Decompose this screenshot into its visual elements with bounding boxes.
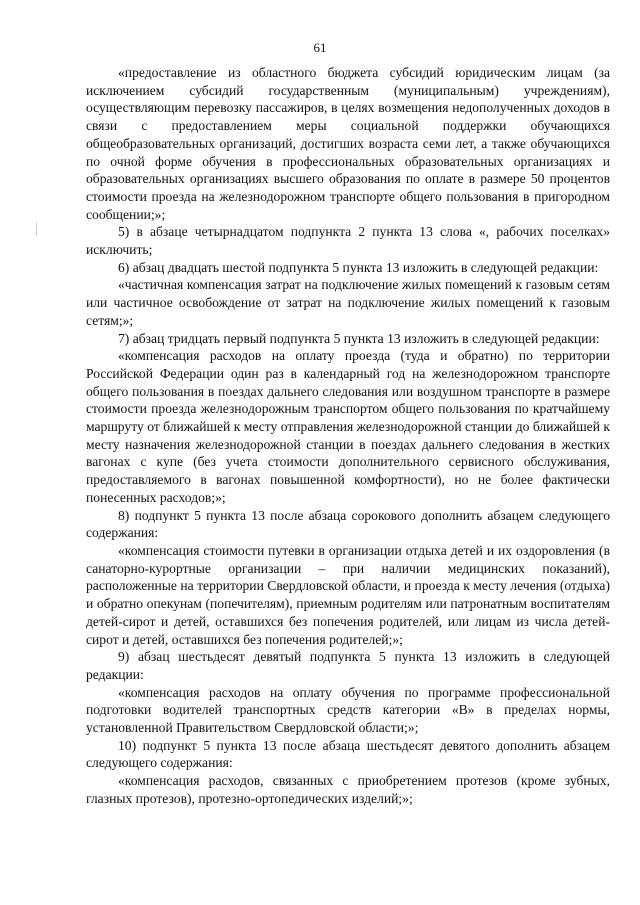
paragraph-item-5: 5) в абзаце четырнадцатом подпункта 2 пункта 13 слова «, рабочих поселках» исключить;: [86, 224, 610, 258]
paragraph-prosthesis-quote: «компенсация расходов, связанных с приобретением протезов (кроме зубных, глазных протезов), протезно-ортопедических изделий;»;: [86, 773, 610, 806]
document-body: [86, 64, 610, 808]
paragraph-item-7: 7) абзац тридцать первый подпункта 5 пункта 13 изложить в следующей редакции:: [118, 330, 600, 346]
paragraph-travel-compensation-quote: «компенсация расходов на оплату проезда (туда и обратно) по территории Российской Федерации один раз в календарный год на железнодорожном транспорте общего пользования в поездах дальнего следования или воздушном транспорте в размере стоимости проезда железнодорожным транспортом общего пользования по кратчайшему маршруту от ближайшей к месту отправления железнодорожной станции до ближайшей к месту назначения железнодорожной станции в поездах дальнего следования в жестких вагонах с купе (без учета стоимости дополнительного сервисного обслуживания, предоставляемого в вагонах повышенной комфортности), но не более фактически понесенных расходов;»;: [86, 348, 610, 505]
paragraph-item-10: 10) подпункт 5 пункта 13 после абзаца шестьдесят девятого дополнить абзацем следующего содержания:: [86, 737, 610, 771]
paragraph-gas-compensation-quote: «частичная компенсация затрат на подключение жилых помещений к газовым сетям или частичное освобождение от затрат на подключение жилых помещений к газовым сетям;»;: [86, 277, 610, 328]
paragraph-driver-training-quote: «компенсация расходов на оплату обучения по программе профессиональной подготовки водителей транспортных средств категории «В» в пределах нормы, установленной Правительством Свердловской области;»;: [86, 684, 610, 736]
paragraph-item-8: 8) подпункт 5 пункта 13 после абзаца сорокового дополнить абзацем следующего содержания:: [86, 507, 610, 541]
paragraph-subsidy-quote: «предоставление из областного бюджета субсидий юридическим лицам (за исключением субсидий государственным (муниципальным) учреждениям), осуществляющим перевозку пассажиров, в целях возмещения недополученных доходов в связи с предоставлением меры социальной поддержки обучающихся общеобразовательных организаций, достигших возраста семи лет, а также обучающихся по очной форме обучения в профессиональных образовательных организациях и образовательных организациях высшего образования по оплате в размере 50 процентов стоимости проезда на железнодорожном транспорте общего пользования в пригородном сообщении;»;: [86, 65, 610, 222]
scan-edge-mark: [36, 222, 37, 236]
paragraph-item-9: 9) абзац шестьдесят девятый подпункта 5 пункта 13 изложить в следующей редакции:: [86, 649, 610, 682]
page-number: 61: [313, 40, 327, 55]
paragraph-voucher-compensation-quote: «компенсация стоимости путевки в организации отдыха детей и их оздоровления (в санаторно-курортные организации – при наличии медицинских показаний), расположенные на территории Свердловской области, и проезда к месту лечения (отдыха) и обратно опекунам (попечителям), приемным родителям или патронатным воспитателям детей-сирот и детей, оставшихся без попечения родителей, или лицам из числа детей-сирот и детей, оставшихся без попечения родителей;»;: [86, 542, 610, 647]
paragraph-item-6: 6) абзац двадцать шестой подпункта 5 пункта 13 изложить в следующей редакции:: [118, 259, 599, 275]
